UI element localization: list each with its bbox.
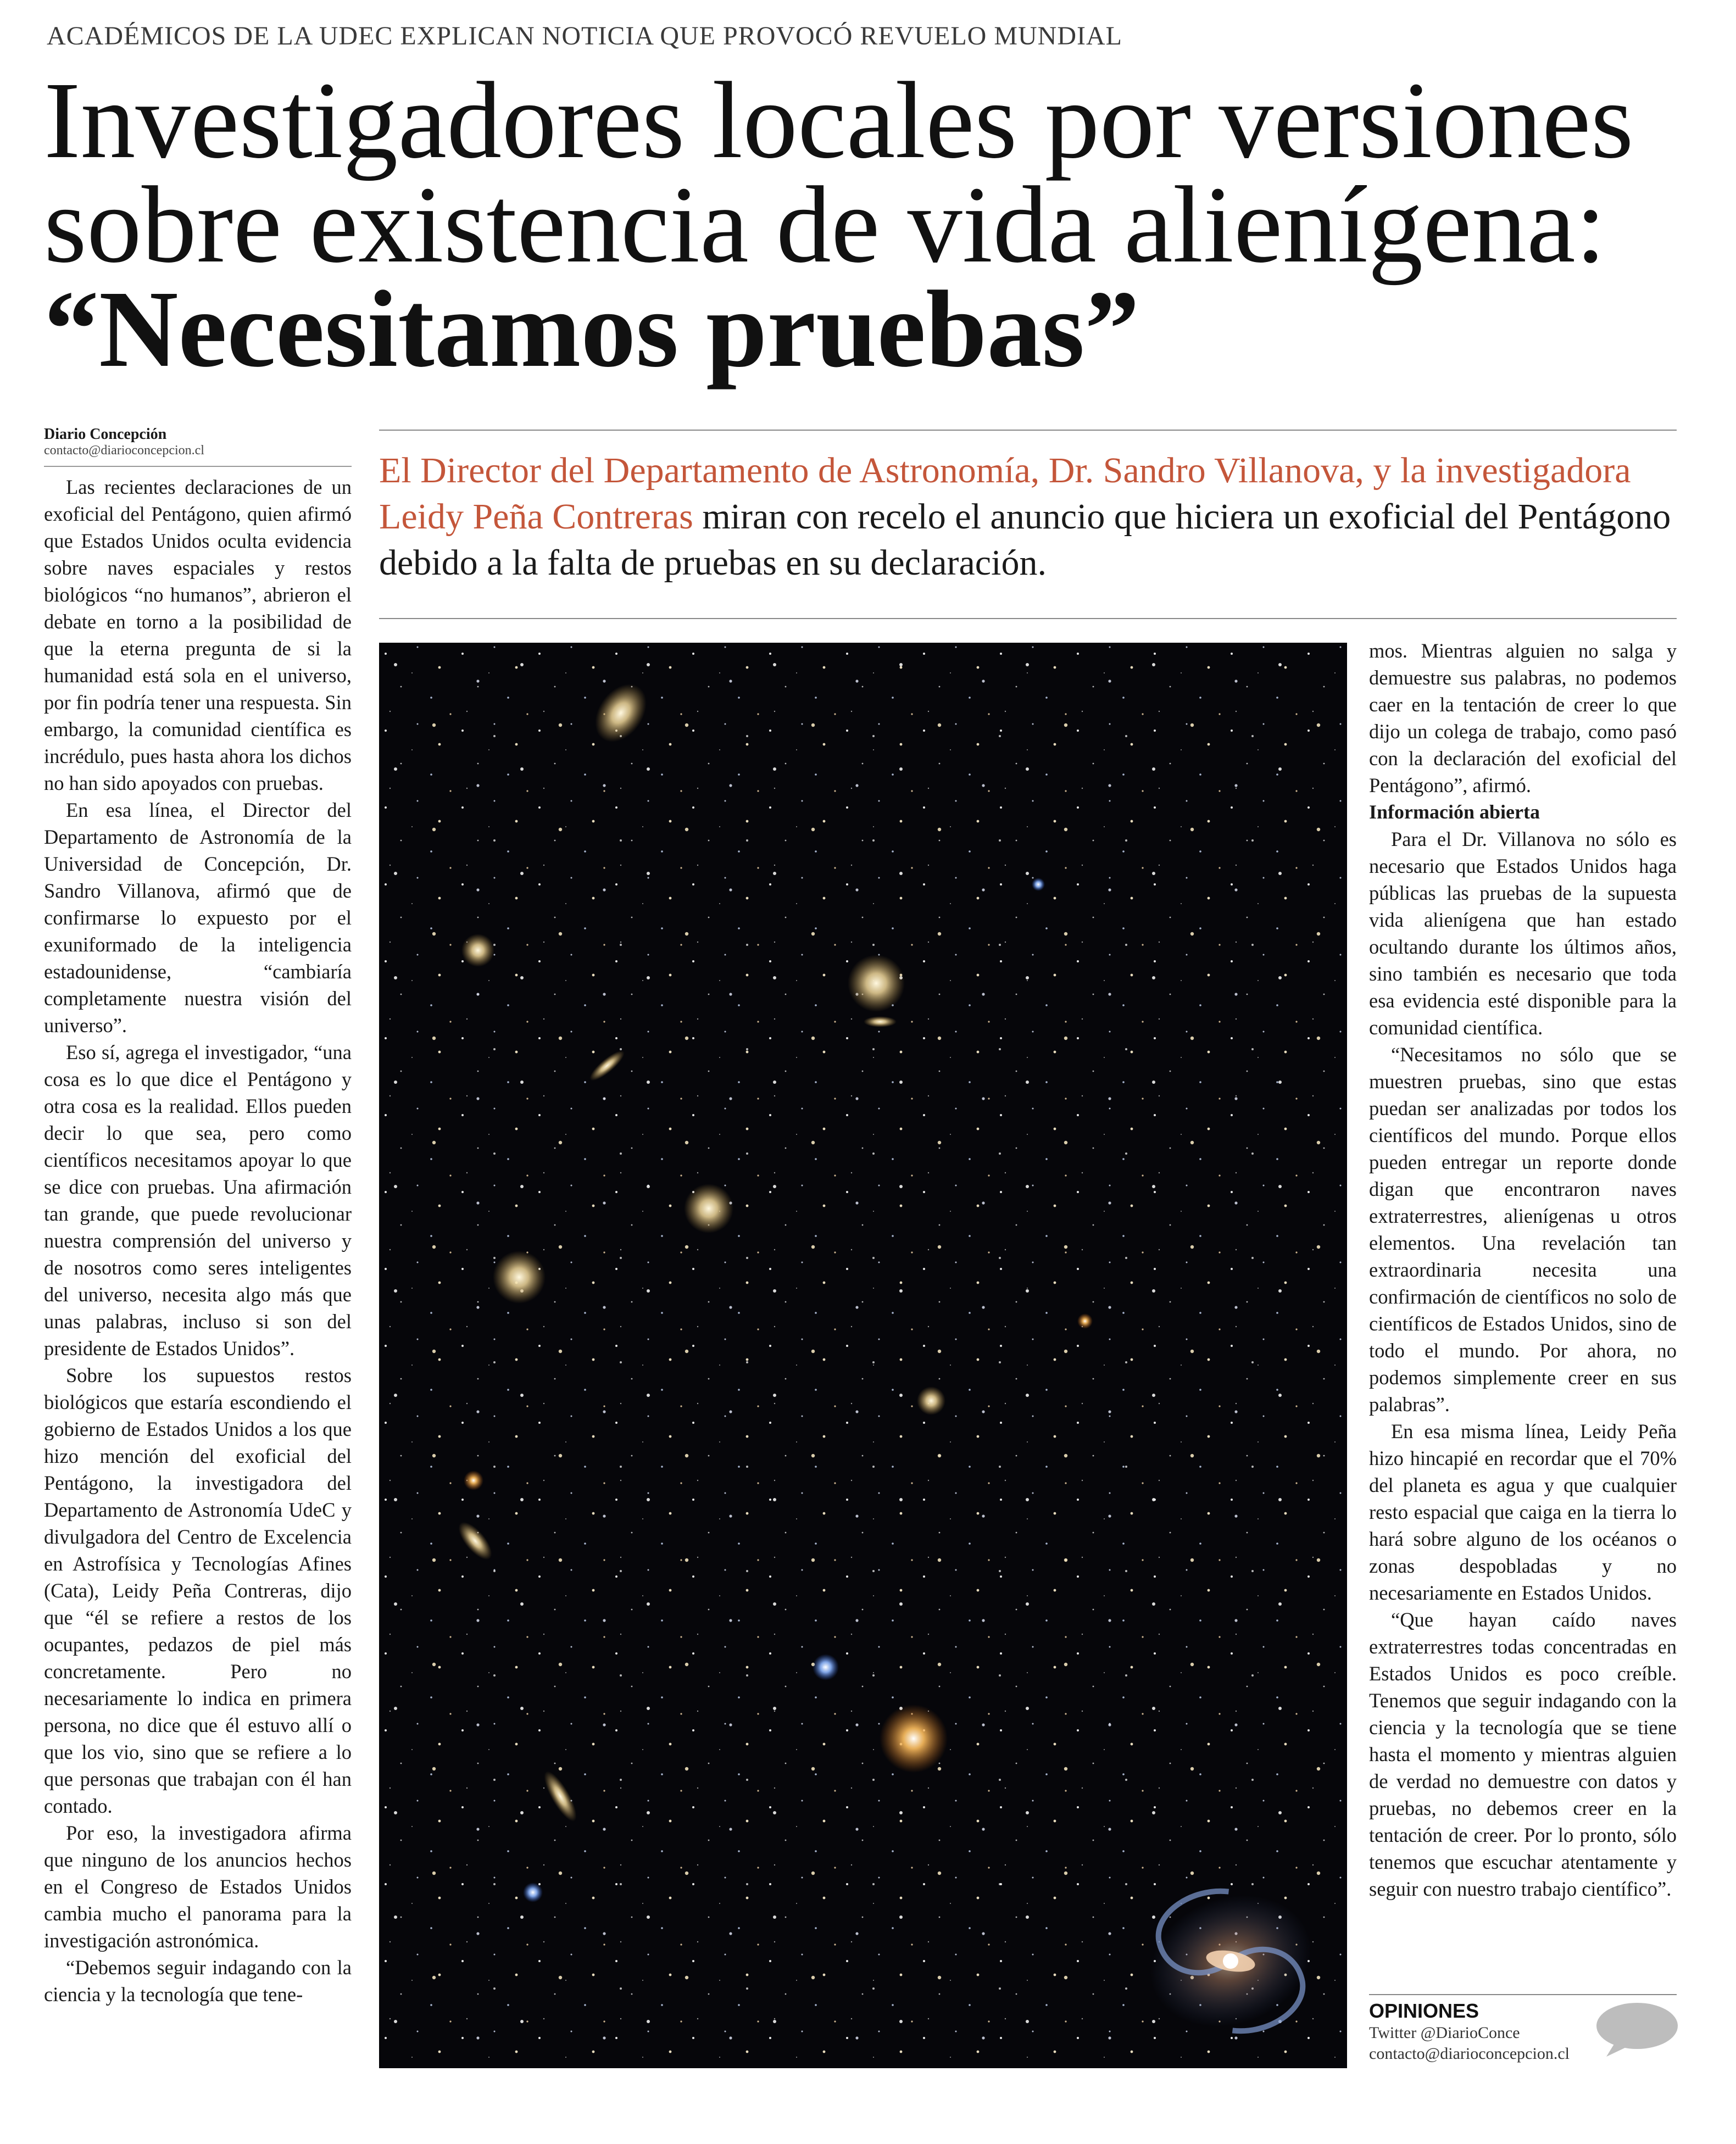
right-paragraph: “Que hayan caído naves extraterrestres todas concentradas en Estados Unidos es poco creíble. Tenemos que seguir indagando con la ciencia y la tecnología que se tiene hasta el momento y mientras alguien de verdad no demuestre con datos y pruebas, no debemos creer en la tentación de creer. Por lo pronto, sólo tenemos que escuchar atentamente y seguir con nuestro trabajo científico”. [1369,1608,1677,1900]
right-continuation: mos. Mientras alguien no salga y demuestre sus palabras, no podemos caer en la tentación de creer lo que dijo un colega de trabajo, como pasó con la declaración del exoficial del Pentágono”, afirmó. [1369,639,1677,797]
headline-quote: “Necesitamos pruebas” [44,269,1140,390]
byline [44,426,352,458]
right-paragraph: Para el Dr. Villanova no sólo es necesario que Estados Unidos haga públicas las pruebas de la supuesta vida alienígena que han estado ocultando durante los últimos años, sino también es necesario que toda esa evidencia esté disponible para la comunidad científica. [1369,828,1677,1039]
deck-divider-bottom [379,618,1677,619]
bright-star [813,1654,839,1680]
left-column [44,474,352,2008]
subhead: Información abierta [1369,801,1540,823]
kicker: ACADÉMICOS DE LA UDEC EXPLICAN NOTICIA QUE PROVOCÓ REVUELO MUNDIAL [47,21,1122,51]
galaxy [464,1471,483,1490]
right-paragraph: “Necesitamos no sólo que se muestren pruebas, sino que estas puedan ser analizadas por todos los científicos del mundo. Porque ellos pueden entregar un reporte donde digan que encontraron naves extraterrestres, alienígenas u otros elementos. Una revelación tan extraordinaria necesita una confirmación de científicos no solo de científicos de Estados Unidos, sino de todo el mundo. Por ahora, no podemos simplemente creer en sus palabras”. [1369,1043,1677,1416]
opinion-divider [1369,1994,1677,1995]
galaxy [864,1016,897,1027]
headline [44,60,1692,390]
headline-line-2: sobre existencia de vida alienígena: [44,164,1606,286]
bright-star [1077,1313,1093,1329]
left-paragraph: “Debemos seguir indagando con la ciencia y la tecnología que tene- [44,1956,352,2006]
byline-divider [44,466,352,467]
byline-email: contacto@diarioconcepcion.cl [44,443,204,458]
opinion-box [1369,2000,1600,2064]
opinion-title: OPINIONES [1369,2000,1479,2022]
deck-accent: El Director del Departamento de Astronomía, Dr. Sandro Villanova, y la investigadora Leidy Peña Contreras [379,450,1631,537]
left-paragraph: En esa línea, el Director del Departamento de Astronomía de la Universidad de Concepción, Dr. Sandro Villanova, afirmó que de confirmarse lo expuesto por el exuniformado de la inteligencia estadounidense, “cambiaría completamente nuestra visión del universo”. [44,799,352,1037]
speech-bubble-icon [1593,2000,1681,2060]
deck [379,448,1677,586]
right-paragraph: En esa misma línea, Leidy Peña hizo hincapié en recordar que el 70% del planeta es agua y que cualquier resto espacial que caiga en la tierra lo hará sobre alguno de los océanos o zonas despobladas y no necesariamente en Estados Unidos. [1369,1420,1677,1604]
galaxy-photo [379,643,1347,2068]
galaxy [493,1251,546,1304]
galaxy [684,1184,733,1233]
left-paragraph: Sobre los supuestos restos biológicos que estaría escondiendo el gobierno de Estados Unidos a los que hizo mención del exoficial del Pentágono, la investigadora del Departamento de Astronomía UdeC y divulgadora del Centro de Excelencia en Astrofísica y Tecnologías Afines (Cata), Leidy Peña Contreras, dijo que “él se refiere a restos de los ocupantes, pedazos de piel más concretamente. Pero no necesariamente lo indica en primera persona, no dice que él estuvo allí o que los vio, sino que se refiere a lo que personas que trabajan con él han contado. [44,1364,352,1817]
right-column [1369,637,1677,1902]
left-paragraph: Eso sí, agrega el investigador, “una cosa es lo que dice el Pentágono y otra cosa es la realidad. Ellos pueden decir lo que sea, pero como científicos necesitamos apoyar lo que se dice con pruebas. Una afirmación tan grande, que puede revolucionar nuestra comprensión del universo y de nosotros como seres inteligentes del universo, necesita algo más que unas palabras, incluso si son del presidente de Estados Unidos”. [44,1041,352,1360]
opinion-email[interactable]: contacto@diarioconcepcion.cl [1369,2045,1570,2063]
galaxy [917,1386,945,1415]
byline-name: Diario Concepción [44,426,167,443]
left-paragraph: Las recientes declaraciones de un exoficial del Pentágono, quien afirmó que Estados Unidos oculta evidencia sobre naves espaciales y restos biológicos “no humanos”, abrieron el debate en torno a la posibilidad de que la eterna pregunta de si la humanidad está sola en el universo, por fin podría tener una respuesta. Sin embargo, la comunidad científica es incrédulo, pues hasta ahora los dichos no han sido apoyados con pruebas. [44,476,352,794]
bright-star [1032,878,1045,891]
deck-divider-top [379,430,1677,431]
galaxy [848,955,905,1012]
galaxy [461,934,494,967]
deck-text: miran con recelo el anuncio que hiciera un exoficial del Pentágono debido a la falta de pruebas en su declaración. [379,497,1671,583]
bright-star [880,1705,948,1773]
starfield-image [379,643,1347,2068]
opinion-twitter[interactable]: Twitter @DiarioConce [1369,2024,1520,2042]
bright-star [523,1883,543,1902]
left-paragraph: Por eso, la investigadora afirma que ninguno de los anuncios hechos en el Congreso de Estados Unidos cambia mucho el panorama para la investigación astronómica. [44,1822,352,1952]
headline-line-1: Investigadores locales por versiones [44,60,1634,181]
